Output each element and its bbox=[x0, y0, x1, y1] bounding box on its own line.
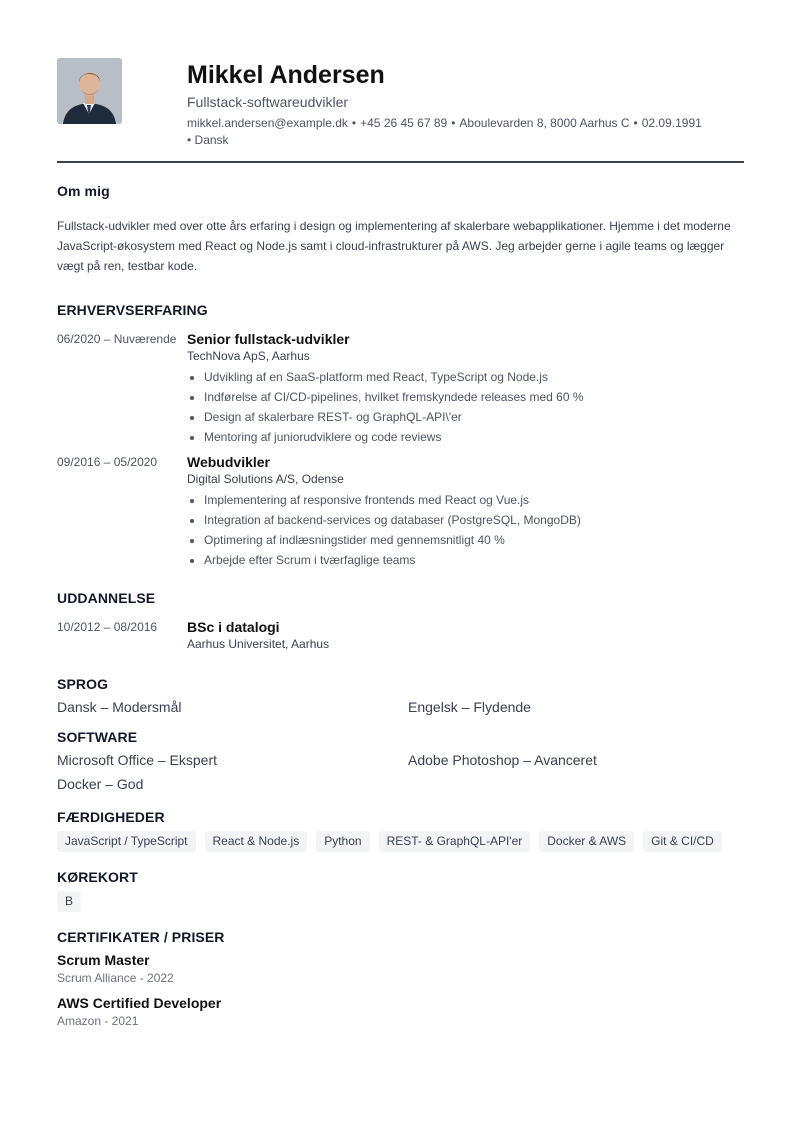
education-school: Aarhus Universitet, Aarhus bbox=[187, 637, 330, 651]
certificate-issuer: Scrum Alliance - 2022 bbox=[57, 971, 174, 985]
experience-org: Digital Solutions A/S, Odense bbox=[187, 472, 344, 486]
resume-page bbox=[57, 58, 744, 1029]
contact-separator: • bbox=[451, 116, 456, 130]
skill-tag: Docker & AWS bbox=[539, 831, 634, 852]
certificates-heading: CERTIFIKATER / PRISER bbox=[57, 929, 225, 945]
skill-tag: Python bbox=[316, 831, 369, 852]
profile-photo bbox=[57, 58, 122, 124]
contact-separator: • bbox=[351, 116, 357, 130]
full-name: Mikkel Andersen bbox=[187, 61, 385, 89]
license-tags bbox=[57, 891, 744, 919]
certificate-entry bbox=[57, 994, 744, 1029]
contact-address: Aboulevarden 8, 8000 Aarhus C bbox=[459, 116, 630, 130]
list-item: Arbejde efter Scrum i tværfaglige teams bbox=[187, 550, 744, 570]
education-heading: UDDANNELSE bbox=[57, 590, 156, 606]
experience-entry bbox=[57, 453, 744, 570]
experience-heading: ERHVERVSERFARING bbox=[57, 302, 208, 318]
list-item: Udvikling af en SaaS-platform med React, TypeScript og Node.js bbox=[187, 367, 744, 387]
experience-entry bbox=[57, 330, 744, 447]
contact-phone: +45 26 45 67 89 bbox=[360, 116, 448, 130]
language-item: Engelsk – Flydende bbox=[408, 699, 531, 715]
contact-birthdate: 02.09.1991 bbox=[641, 116, 702, 130]
header-text bbox=[187, 58, 744, 149]
contact-separator: • bbox=[633, 116, 638, 130]
education-entry bbox=[57, 618, 744, 652]
skill-tag: Git & CI/CD bbox=[643, 831, 722, 852]
software-list bbox=[57, 748, 744, 796]
software-item: Microsoft Office – Ekspert bbox=[57, 752, 218, 768]
skill-tag: REST- & GraphQL-API'er bbox=[379, 831, 531, 852]
skill-tag: JavaScript / TypeScript bbox=[57, 831, 196, 852]
contact-email: mikkel.andersen@example.dk bbox=[187, 116, 348, 130]
resume-header bbox=[57, 58, 744, 163]
license-heading: KØREKORT bbox=[57, 869, 138, 885]
skills-heading: FÆRDIGHEDER bbox=[57, 809, 165, 825]
language-item: Dansk – Modersmål bbox=[57, 699, 182, 715]
software-heading: SOFTWARE bbox=[57, 729, 138, 745]
list-item: Design af skalerbare REST- og GraphQL-API\'er bbox=[187, 407, 744, 427]
education-body bbox=[187, 618, 744, 652]
software-item: Docker – God bbox=[57, 776, 144, 792]
certificate-name: AWS Certified Developer bbox=[57, 995, 222, 1011]
experience-bullets bbox=[187, 367, 744, 447]
experience-date: 06/2020 – Nuværende bbox=[57, 332, 177, 346]
about-heading: Om mig bbox=[57, 183, 110, 199]
list-item: Optimering af indlæsningstider med gennemsnitligt 40 % bbox=[187, 530, 744, 550]
list-item: Indførelse af CI/CD-pipelines, hvilket fremskyndede releases med 60 % bbox=[187, 387, 744, 407]
education-degree: BSc i datalogi bbox=[187, 619, 280, 635]
list-item: Integration af backend-services og databaser (PostgreSQL, MongoDB) bbox=[187, 510, 744, 530]
experience-body bbox=[187, 330, 744, 447]
license-tag: B bbox=[57, 891, 81, 912]
languages-list bbox=[57, 695, 744, 719]
software-item: Adobe Photoshop – Avanceret bbox=[408, 752, 597, 768]
experience-org: TechNova ApS, Aarhus bbox=[187, 349, 310, 363]
languages-heading: SPROG bbox=[57, 676, 109, 692]
contact-nationality: Dansk bbox=[194, 133, 229, 147]
about-text: Fullstack-udvikler med over otte års erfaring i design og implementering af skalerbare webapplikationer. Hjemme i det moderne JavaScript-økosystem med React og Node.js samt i cloud-infrastrukturer på AWS. Jeg arbejder gerne i agile teams og lægger vægt på ren, testbar kode. bbox=[57, 219, 731, 273]
certificate-issuer: Amazon - 2021 bbox=[57, 1014, 139, 1028]
contact-separator: • bbox=[187, 133, 192, 147]
certificate-entry bbox=[57, 951, 744, 986]
experience-date: 09/2016 – 05/2020 bbox=[57, 455, 158, 469]
certificate-name: Scrum Master bbox=[57, 952, 150, 968]
contact-line bbox=[187, 115, 744, 149]
experience-body bbox=[187, 453, 744, 570]
experience-bullets bbox=[187, 490, 744, 570]
job-title: Fullstack-softwareudvikler bbox=[187, 94, 349, 110]
skills-tags bbox=[57, 831, 744, 859]
list-item: Implementering af responsive frontends med React og Vue.js bbox=[187, 490, 744, 510]
list-item: Mentoring af juniorudviklere og code reviews bbox=[187, 427, 744, 447]
experience-role: Senior fullstack-udvikler bbox=[187, 331, 350, 347]
experience-role: Webudvikler bbox=[187, 454, 270, 470]
skill-tag: React & Node.js bbox=[205, 831, 308, 852]
education-date: 10/2012 – 08/2016 bbox=[57, 620, 158, 634]
